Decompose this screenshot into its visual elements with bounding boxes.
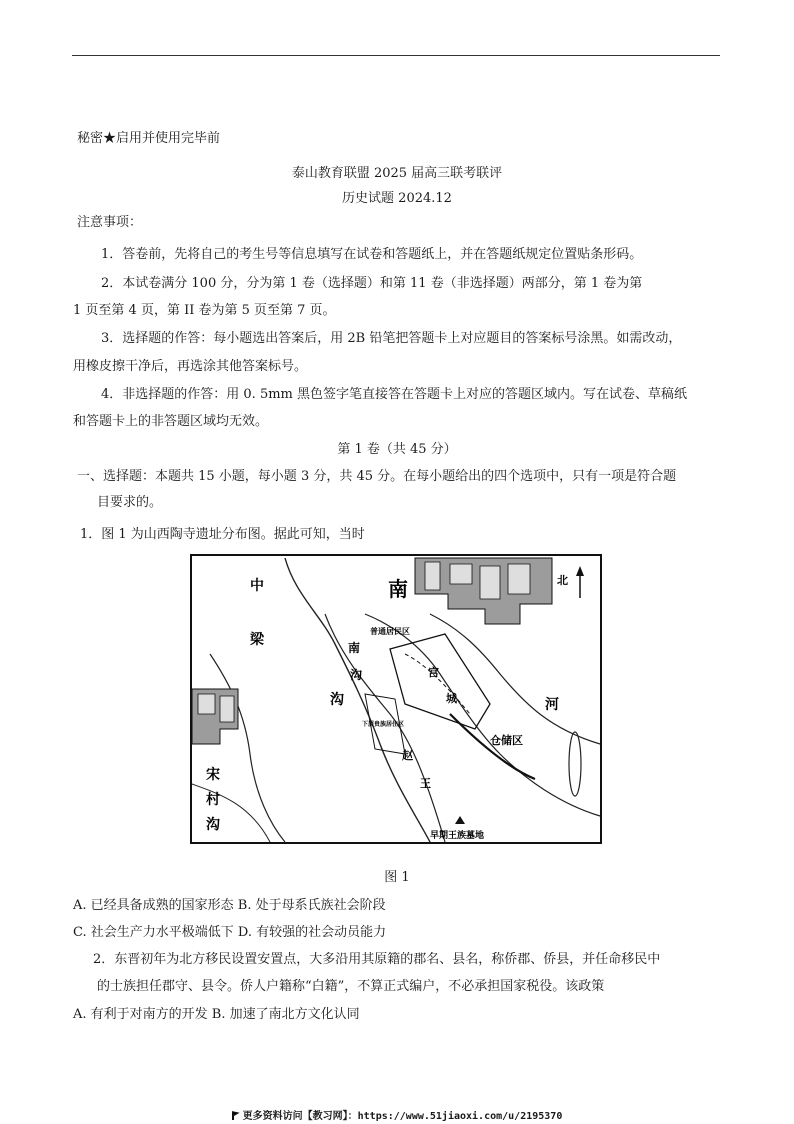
notice-item-3-cont: 用橡皮擦干净后，再选涂其他答案标号。 bbox=[73, 359, 308, 374]
label-cheng: 城 bbox=[446, 692, 457, 705]
label-cun: 村 bbox=[206, 792, 220, 808]
north-label: 北 bbox=[557, 574, 568, 587]
q2-stem-cont: 的士族担任郡守、县令。侨人户籍称“白籍”，不算正式编户，不必承担国家税役。该政策 bbox=[97, 979, 605, 994]
label-nan: 南 bbox=[388, 577, 408, 601]
label-song: 宋 bbox=[206, 767, 220, 783]
label-gou2: 沟 bbox=[330, 692, 344, 708]
notice-item-2: 2．本试卷满分 100 分，分为第 1 卷（选择题）和第 11 卷（非选择题）两部分，第 1 卷为第 bbox=[101, 276, 643, 291]
top-rule bbox=[72, 55, 720, 56]
q1-stem: 1．图 1 为山西陶寺遗址分布图。据此可知，当时 bbox=[80, 527, 365, 542]
footer[interactable] bbox=[0, 1107, 794, 1122]
label-gou3: 沟 bbox=[206, 817, 220, 833]
subject-title: 历史试题 2024.12 bbox=[342, 191, 452, 206]
notice-item-4-cont: 和答题卡上的非答题区域均无效。 bbox=[73, 414, 269, 429]
q2-options-ab: A. 有利于对南方的开发 B. 加速了南北方文化认同 bbox=[73, 1007, 360, 1022]
notice-item-1: 1．答卷前，先将自己的考生号等信息填写在试卷和答题纸上，并在答题纸规定位置贴条形码。 bbox=[101, 247, 643, 262]
q1-options-cd: C. 社会生产力水平极端低下 D. 有较强的社会动员能力 bbox=[73, 925, 387, 940]
section-intro-cont: 目要求的。 bbox=[97, 495, 163, 510]
label-wang: 王 bbox=[420, 777, 431, 790]
figure-caption: 图 1 bbox=[384, 870, 410, 885]
label-residential: 普通居民区 bbox=[370, 627, 410, 636]
label-gong: 宫 bbox=[428, 666, 439, 679]
footer-link[interactable]: 更多资料访问【教习网】：https://www.51jiaoxi.com/u/2195370 bbox=[242, 1111, 563, 1122]
label-he: 河 bbox=[545, 697, 559, 713]
taosi-site-map bbox=[190, 554, 602, 844]
notice-item-2-cont: 1 页至第 4 页，第 II 卷为第 5 页至第 7 页。 bbox=[73, 303, 336, 318]
label-storage: 仓储区 bbox=[490, 734, 523, 747]
map-figure bbox=[190, 554, 602, 844]
section-title: 第 1 卷（共 45 分） bbox=[337, 442, 457, 457]
section-intro: 一、选择题：本题共 15 小题，每小题 3 分，共 45 分。在每小题给出的四个选项中，只有一项是符合题 bbox=[77, 469, 677, 484]
label-zhao: 赵 bbox=[402, 749, 413, 762]
label-nan2: 南 bbox=[348, 641, 361, 655]
flag-icon bbox=[232, 1111, 240, 1120]
q2-stem: 2．东晋初年为北方移民设置安置点，大多沿用其原籍的郡名、县名，称侨郡、侨县，并任命移民中 bbox=[93, 952, 661, 967]
exam-title: 泰山教育联盟 2025 届高三联考联评 bbox=[291, 166, 503, 181]
label-zhong: 中 bbox=[250, 578, 264, 594]
notice-item-4: 4．非选择题的作答：用 0. 5mm 黑色签字笔直接答在答题卡上对应的答题区域内。写在试卷、草稿纸 bbox=[101, 387, 687, 402]
q1-options-ab: A. 已经具备成熟的国家形态 B. 处于母系氏族社会阶段 bbox=[73, 898, 386, 913]
label-liang: 梁 bbox=[250, 632, 264, 648]
label-lower-noble: 下层贵族居住区 bbox=[362, 721, 405, 728]
label-gou1: 沟 bbox=[350, 668, 363, 682]
secret-label: 秘密★启用并使用完毕前 bbox=[77, 131, 221, 146]
label-tombs: 早期王族墓地 bbox=[430, 831, 485, 841]
notice-title: 注意事项： bbox=[77, 215, 143, 230]
notice-item-3: 3．选择题的作答：每小题选出答案后，用 2B 铅笔把答题卡上对应题目的答案标号涂黑。如需改动， bbox=[101, 331, 682, 346]
